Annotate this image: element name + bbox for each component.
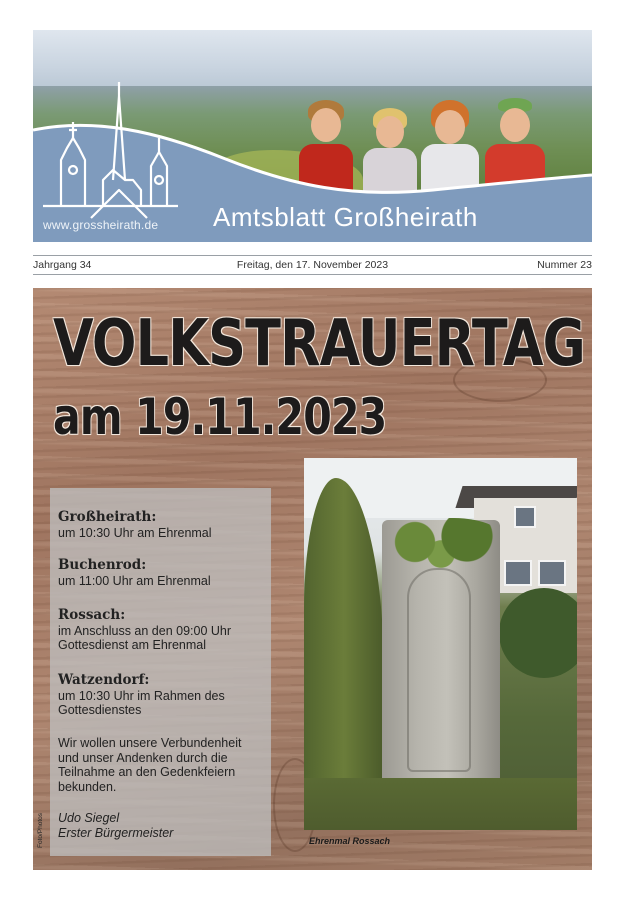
event-place: Buchenrod: xyxy=(58,557,147,573)
message-line: Teilnahme an den Gedenkfeiern xyxy=(58,765,236,779)
ground-plants xyxy=(304,778,577,830)
poster-headline: VOLKSTRAUERTAG xyxy=(53,307,585,381)
issue-volume: Jahrgang 34 xyxy=(33,259,92,271)
issue-number: Nummer 23 xyxy=(537,259,592,271)
signature-name: Udo Siegel xyxy=(58,811,120,825)
poster-subheadline: am 19.11.2023 xyxy=(53,388,387,446)
event-place: Watzendorf: xyxy=(58,672,150,688)
message-line: bekunden. xyxy=(58,779,117,794)
events-panel xyxy=(50,488,271,856)
house-window xyxy=(538,560,566,586)
message-line: Wir wollen unsere Verbundenheit xyxy=(58,736,242,750)
photo-credit: Foto/Photos xyxy=(37,812,44,848)
house-window xyxy=(514,506,536,528)
signature-block xyxy=(58,811,173,841)
event-detail: um 10:30 Uhr im Rahmen des xyxy=(58,688,225,703)
signature-title: Erster Bürgermeister xyxy=(58,826,174,840)
event-detail: Gottesdienstes xyxy=(58,703,142,717)
tree xyxy=(304,478,384,808)
event-detail: um 11:00 Uhr am Ehrenmal xyxy=(58,573,211,588)
event-buchenrod xyxy=(58,558,211,588)
volkstrauertag-poster xyxy=(33,288,592,870)
relief-figure xyxy=(407,568,471,772)
website-url[interactable]: www.grossheirath.de xyxy=(43,218,159,232)
event-detail: im Anschluss an den 09:00 Uhr xyxy=(58,623,232,638)
memorial-message xyxy=(58,736,268,794)
issue-date: Freitag, den 17. November 2023 xyxy=(236,259,389,271)
publication-title: Amtsblatt Großheirath xyxy=(213,202,478,232)
event-rossach xyxy=(58,608,231,653)
hedge xyxy=(499,588,577,678)
event-place: Großheirath: xyxy=(58,509,157,525)
ivy xyxy=(376,518,506,578)
header-banner xyxy=(33,30,592,242)
issue-info-bar xyxy=(33,255,592,275)
event-watzendorf xyxy=(58,673,225,718)
photo-caption: Ehrenmal Rossach xyxy=(309,836,391,846)
message-line: und unser Andenken durch die xyxy=(58,750,228,765)
event-detail: Gottesdienst am Ehrenmal xyxy=(58,638,206,652)
memorial-photo xyxy=(304,458,577,830)
event-detail: um 10:30 Uhr am Ehrenmal xyxy=(58,525,212,540)
house-window xyxy=(504,560,532,586)
event-place: Rossach: xyxy=(58,607,126,623)
event-grossheirath xyxy=(58,510,212,540)
